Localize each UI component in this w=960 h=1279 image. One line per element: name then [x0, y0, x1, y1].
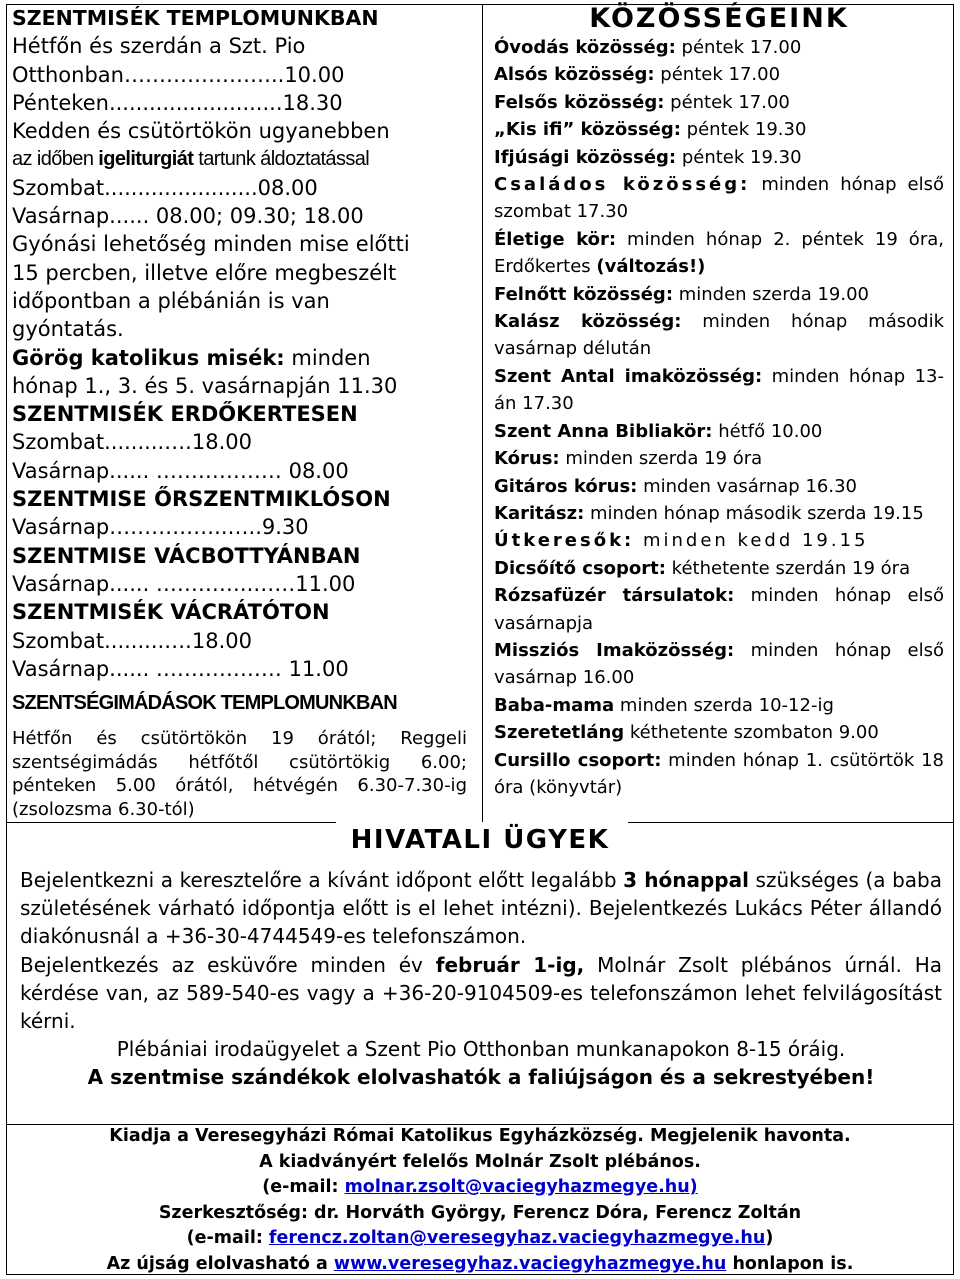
community-name: Felnőtt közösség:	[494, 283, 674, 305]
schedule-line: Szombat.........….18.00	[12, 628, 252, 653]
email-label: (e-mail:	[186, 1228, 269, 1249]
paragraph-text: Bejelentkezés az esküvőre minden év	[20, 952, 436, 977]
community-schedule: minden vasárnap 16.30	[637, 475, 857, 497]
schedule-line: Vasárnap...... 08.00; 09.30; 18.00	[12, 204, 364, 229]
community-list	[494, 34, 944, 801]
section-title: SZENTMISE VÁCBOTTYÁNBAN	[12, 543, 361, 568]
change-notice: (változás!)	[596, 256, 706, 278]
community-name: Gitáros kórus:	[494, 475, 638, 497]
community-name: Szent Anna Bibliakör:	[494, 420, 713, 442]
community-name: Cursillo csoport:	[494, 749, 662, 771]
community-schedule: minden hónap 2. péntek 19 óra, Erdőkertes	[494, 228, 944, 278]
schedule-line: időpontban a plébánián is van	[12, 288, 330, 313]
schedule-line: hónap 1., 3. és 5. vasárnapján 11.30	[12, 373, 398, 398]
community-item	[494, 226, 944, 281]
schedule-line: Vasárnap...... ……………… 11.00	[12, 656, 349, 681]
community-item	[494, 89, 944, 116]
community-item	[494, 692, 944, 719]
schedule-line: Pénteken..........................18.30	[12, 90, 343, 115]
email-close: )	[765, 1228, 774, 1249]
community-item	[494, 473, 944, 500]
office-title: HIVATALI ÜGYEK	[350, 825, 610, 855]
responsible-line: A kiadványért felelős Molnár Zsolt plébános.	[259, 1151, 701, 1172]
greek-label: Görög katolikus misék:	[12, 345, 285, 370]
community-name: Alsós közösség:	[494, 64, 655, 86]
community-schedule: péntek 17.00	[675, 37, 802, 58]
community-schedule: minden hónap második vasárnap délután	[494, 311, 944, 360]
community-name: Rózsafüzér társulatok:	[494, 585, 735, 607]
community-name: Életige kör:	[494, 228, 617, 250]
section-title: SZENTMISE ŐRSZENTMIKLÓSON	[12, 487, 391, 512]
schedule-line: Vasárnap...... ……………… 08.00	[12, 458, 349, 483]
schedule-line: 15 percben, illetve előre megbeszélt	[12, 260, 397, 285]
community-item	[494, 445, 944, 472]
schedule-line: Gyónási lehetőség minden mise előtti	[12, 232, 410, 257]
community-name: „Kis ifi” közösség:	[494, 119, 681, 141]
community-schedule: péntek 19.30	[680, 119, 807, 141]
section-title: SZENTMISÉK TEMPLOMUNKBAN	[12, 6, 379, 30]
community-schedule: minden hónap 13-án 17.30	[494, 365, 944, 415]
schedule-line: Vasárnap...... …………..……11.00	[12, 571, 356, 596]
community-name: Karitász:	[494, 502, 585, 524]
community-name: Óvodás közösség:	[494, 37, 676, 58]
website-line	[6, 1252, 954, 1278]
community-schedule: kéthetente szerdán 19 óra	[665, 557, 911, 579]
liturgy-bold: igeliturgiát	[98, 148, 194, 171]
mass-schedule-column	[12, 4, 480, 821]
community-name: Ifjúsági közösség:	[494, 146, 677, 168]
website-label: Az újság elolvasható a	[106, 1253, 334, 1274]
section-title: SZENTMISÉK VÁCRÁTÓTON	[12, 600, 330, 625]
community-schedule: péntek 17.00	[654, 64, 781, 86]
community-schedule: kéthetente szombaton 9.00	[624, 722, 879, 744]
schedule-line: gyóntatás.	[12, 317, 124, 342]
community-item	[494, 637, 944, 692]
community-item	[494, 171, 944, 226]
community-schedule: minden szerda 10-12-ig	[614, 694, 834, 716]
email-link[interactable]: ferencz.zoltan@veresegyhaz.vaciegyhazmegye.hu	[268, 1228, 766, 1249]
paragraph-bold: 3 hónappal	[623, 868, 749, 892]
community-name: Szent Antal imaközösség:	[494, 365, 763, 387]
email-link[interactable]: molnar.zsolt@vaciegyhazmegye.hu)	[344, 1177, 698, 1198]
community-name: Missziós Imaközösség:	[494, 639, 735, 661]
community-schedule: minden hónap első vasárnap 16.00	[494, 639, 944, 689]
paragraph-bold: február 1-ig,	[435, 952, 585, 977]
schedule-line: Szombat.......................08.00	[12, 175, 318, 200]
community-name: Családos közösség:	[494, 174, 751, 196]
editors-line: Szerkesztőség: dr. Horváth György, Ferencz Dóra, Ferencz Zoltán	[158, 1202, 802, 1223]
office-section	[20, 866, 942, 1092]
community-schedule: péntek 17.00	[664, 91, 790, 113]
communities-column	[494, 4, 944, 801]
community-name: Szeretetláng	[494, 722, 625, 744]
email-line	[6, 1175, 954, 1201]
community-name: Baba-mama	[494, 694, 615, 716]
community-item	[494, 500, 944, 527]
greek-line	[12, 344, 480, 372]
greek-text: minden	[284, 345, 371, 370]
wedding-paragraph	[20, 951, 942, 1036]
schedule-line: Kedden és csütörtökön ugyanebben	[12, 119, 390, 144]
community-schedule: minden kedd 19.15	[634, 530, 869, 552]
community-schedule: minden hónap 1. csütörtök 18 óra (könyvtár)	[494, 749, 944, 798]
community-item	[494, 747, 944, 802]
community-name: Kalász közösség:	[494, 311, 682, 333]
schedule-line: Vasárnap……………..…..9.30	[12, 515, 309, 540]
community-item	[494, 116, 944, 143]
mass-intentions-note: A szentmise szándékok elolvashatók a faliújságon és a sekrestyében!	[87, 1065, 875, 1090]
section-title: SZENTMISÉK ERDŐKERTESEN	[12, 402, 358, 427]
schedule-line: Otthonban…………………..10.00	[12, 62, 345, 87]
community-schedule: minden szerda 19 óra	[559, 448, 763, 470]
community-name: Útkeresők:	[494, 530, 635, 552]
office-hours: Plébániai irodaügyelet a Szent Pio Otthonban munkanapokon 8-15 óráig.	[116, 1037, 846, 1062]
liturgy-text: az időben	[12, 148, 99, 171]
community-name: Dicsőítő csoport:	[494, 557, 666, 579]
community-item	[494, 363, 944, 418]
liturgy-text: tartunk áldoztatással	[193, 148, 370, 171]
community-item	[494, 308, 944, 363]
community-item	[494, 61, 944, 88]
community-item	[494, 582, 944, 637]
communities-title: KÖZÖSSÉGEINK	[589, 3, 849, 34]
website-link[interactable]: www.veresegyhaz.vaciegyhazmegye.hu	[333, 1253, 727, 1274]
schedule-line: Hétfőn és szerdán a Szt. Pio	[12, 34, 306, 59]
email-label: (e-mail:	[262, 1177, 345, 1198]
community-schedule: hétfő 10.00	[712, 420, 823, 442]
publisher-line: Kiadja a Veresegyházi Római Katolikus Egyházközség. Megjelenik havonta.	[109, 1126, 851, 1146]
community-item	[494, 719, 944, 746]
footer	[6, 1124, 954, 1278]
community-schedule: minden hónap második szerda 19.15	[584, 502, 924, 524]
community-item	[494, 281, 944, 308]
paragraph-text: szükséges (a baba születésének várható időpontja előtt is el lehet intézni). Bejelentkezés Lukács Péter állandó diakónusnál a +36-30-4744549-es telefonszámon.	[20, 868, 942, 949]
community-item	[494, 144, 944, 171]
email-line	[6, 1226, 954, 1252]
community-schedule: minden hónap első szombat 17.30	[494, 174, 944, 223]
adoration-text: Hétfőn és csütörtökön 19 órától; Reggeli szentségimádás hétfőtől csütörtökig 6.00; pénteken 5.00 órától, hétvégén 6.30-7.30-ig (zsolozsma 6.30-tól)	[12, 728, 467, 820]
community-item	[494, 555, 944, 582]
website-suffix: honlapon is.	[726, 1253, 854, 1274]
schedule-line: Szombat.........….18.00	[12, 430, 252, 455]
paragraph-text: Molnár Zsolt plébános úrnál. Ha kérdése van, az 589-540-es vagy a +36-20-9104509-es telefonszámon lehet felvilágosítást kérni.	[20, 952, 943, 1034]
column-divider	[482, 4, 483, 822]
community-schedule: minden szerda 19.00	[673, 283, 870, 305]
community-item	[494, 527, 944, 554]
liturgy-line	[12, 145, 480, 173]
community-schedule: péntek 19.30	[676, 146, 802, 168]
community-schedule: minden hónap első vasárnapja	[494, 585, 944, 634]
baptism-paragraph	[20, 866, 942, 951]
community-item	[494, 34, 944, 61]
community-item	[494, 418, 944, 445]
community-name: Kórus:	[494, 448, 560, 470]
section-title: SZENTSÉGIMÁDÁSOK TEMPLOMUNKBAN	[12, 692, 397, 715]
paragraph-text: Bejelentkezni a keresztelőre a kívánt időpont előtt legalább	[20, 868, 624, 892]
community-name: Felsős közösség:	[494, 91, 665, 113]
